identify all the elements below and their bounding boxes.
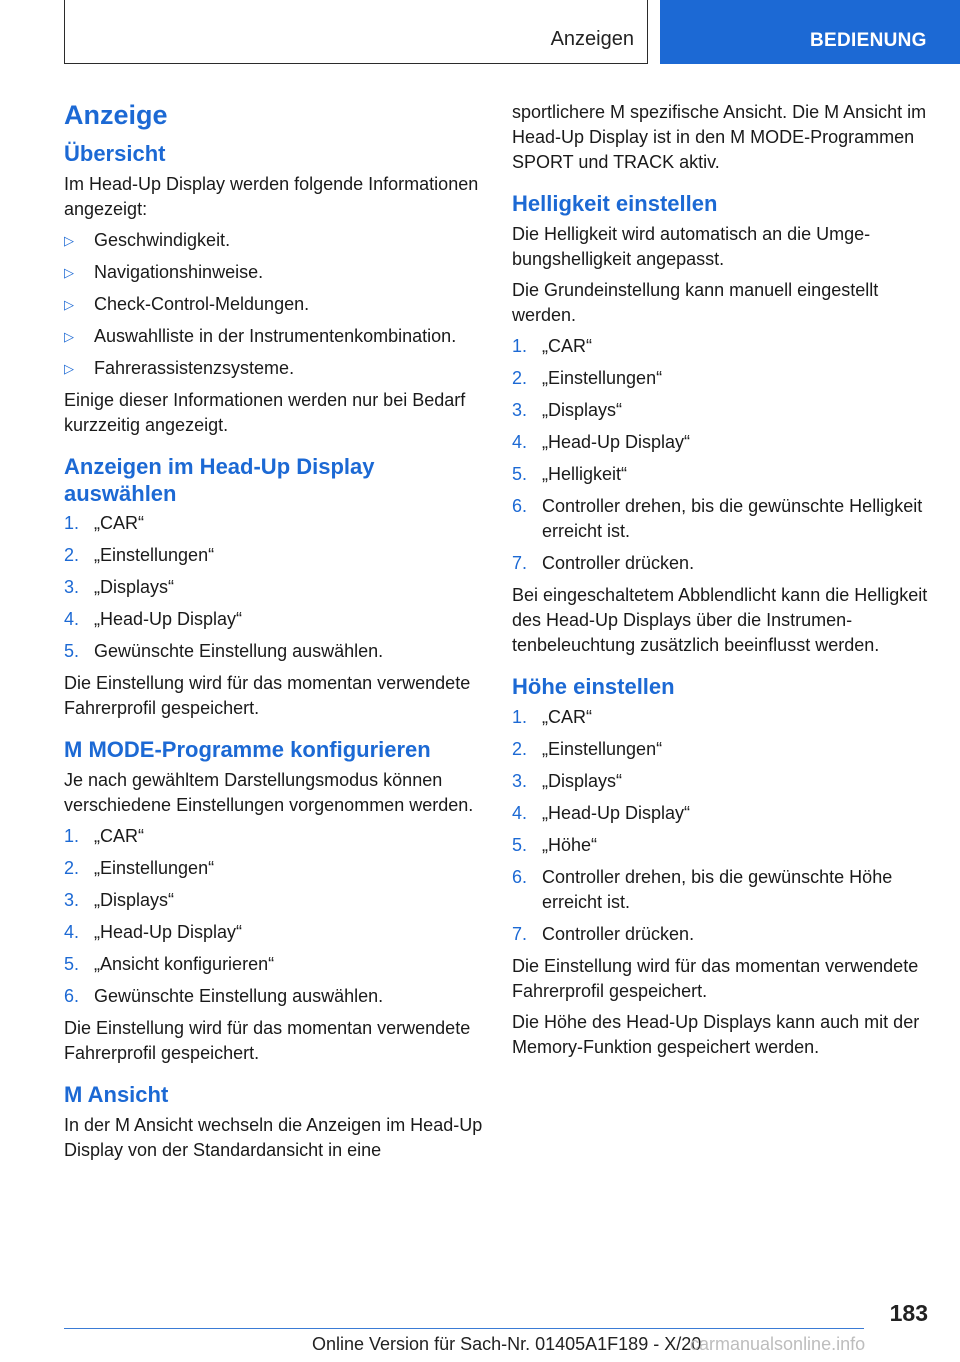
list-item: 3. „Displays“ [512,398,942,423]
bullet-list [64,228,484,381]
list-item: 2. „Einstellungen“ [64,856,484,881]
step-number: 3. [64,577,80,598]
paragraph: Einige dieser Informationen werden nur bei Bedarf kurzzeitig angezeigt. [64,389,466,435]
step-list [64,824,484,1009]
list-item: ▷ Navigationshinweise. [64,260,484,285]
step-number: 1. [512,706,528,727]
paragraph: Die Einstellung wird für das momentan verwendete Fahrerprofil gespeichert. [512,955,919,1001]
list-item: 7. Controller drücken. [512,922,942,947]
step-list [512,334,942,576]
list-item: 7. Controller drücken. [512,551,942,576]
section-heading-m-ansicht: M Ansicht [64,1082,169,1108]
step-number: 2. [64,858,80,879]
step-number: 5. [512,834,528,855]
step-number: 4. [512,802,528,823]
watermark: carmanualsonline.info [690,1334,866,1354]
footer-version-text: Online Version für Sach-Nr. 01405A1F189 - X/20 [312,1334,702,1354]
list-item: 4. „Head-Up Display“ [512,430,942,455]
list-item: 5. Gewünschte Einstellung auswählen. [64,639,484,664]
step-number: 3. [512,399,528,420]
list-item: ▷ Fahrerassistenzsysteme. [64,356,484,381]
list-item: 2. „Einstellungen“ [64,543,484,568]
right-column [512,100,942,1066]
list-item: 6. Controller drehen, bis die gewünschte Helligkeit erreicht ist. [512,495,923,541]
step-list [64,511,484,664]
list-item: 1. „CAR“ [64,824,484,849]
step-number: 4. [512,431,528,452]
list-item: 4. „Head-Up Display“ [64,607,484,632]
triangle-bullet-icon: ▷ [64,360,74,376]
triangle-bullet-icon: ▷ [64,328,74,344]
step-number: 4. [64,922,80,943]
page-number: 183 [889,1300,928,1326]
step-number: 4. [64,609,80,630]
list-item: ▷ Geschwindigkeit. [64,228,484,253]
step-number: 6. [64,986,80,1007]
step-number: 7. [512,552,528,573]
step-number: 2. [512,738,528,759]
list-item: 3. „Displays“ [64,888,484,913]
step-number: 2. [64,545,80,566]
list-item: 1. „CAR“ [512,334,942,359]
paragraph: Die Einstellung wird für das momentan verwendete Fahrerprofil gespeichert. [64,673,471,719]
footer-divider [64,1328,864,1329]
section-heading-helligkeit: Helligkeit einstellen [512,191,718,216]
section-heading-m-mode: M MODE-Programme konfigurieren [64,737,431,763]
step-number: 1. [512,335,528,356]
step-number: 5. [64,641,80,662]
paragraph: Im Head-Up Display werden folgende Informationen angezeigt: [64,173,479,219]
list-item: 5. „Ansicht konfigurieren“ [64,952,484,977]
triangle-bullet-icon: ▷ [64,296,74,312]
step-number: 7. [512,923,528,944]
step-number: 3. [64,890,80,911]
list-item: 3. „Displays“ [64,575,484,600]
step-number: 1. [64,826,80,847]
paragraph: Bei eingeschaltetem Abblendlicht kann die Helligkeit des Head-Up Displays über die Instrumentenbeleuchtung zusätzlich beeinflusst werden. [512,584,928,655]
header-section-label: Anzeigen [550,28,634,50]
header-chapter-tab: BEDIENUNG [660,0,960,64]
section-heading-hoehe: Höhe einstellen [512,673,675,699]
list-item: ▷ Auswahlliste in der Instrumentenkombination. [64,324,484,349]
triangle-bullet-icon: ▷ [64,264,74,280]
step-list [512,705,942,947]
paragraph: Die Grundeinstellung kann manuell eingestellt werden. [512,279,879,325]
list-item: 4. „Head-Up Display“ [64,920,484,945]
step-number: 2. [512,367,528,388]
step-number: 6. [512,866,528,887]
page-title: Anzeige [64,100,168,130]
section-heading-uebersicht: Übersicht [64,141,166,166]
step-number: 6. [512,495,528,516]
list-item: 6. Gewünschte Einstellung auswählen. [64,984,484,1009]
list-item: 6. Controller drehen, bis die gewünschte Höhe erreicht ist. [512,866,893,912]
section-heading-anzeigen-auswaehlen: Anzeigen im Head-Up Display auswählen [64,453,375,506]
triangle-bullet-icon: ▷ [64,232,74,248]
step-number: 5. [512,463,528,484]
list-item: 2. „Einstellungen“ [512,737,942,762]
paragraph: Je nach gewähltem Darstellungsmodus können verschiedene Einstellungen vorgenommen werden. [64,770,474,816]
list-item: 3. „Displays“ [512,769,942,794]
list-item: 2. „Einstellungen“ [512,366,942,391]
paragraph: In der M Ansicht wechseln die Anzeigen im Head-Up Display von der Standardansicht in eine [64,1115,483,1161]
step-number: 1. [64,513,80,534]
step-number: 3. [512,770,528,791]
list-item: 5. „Höhe“ [512,833,942,858]
paragraph: Die Helligkeit wird automatisch an die Umgebungshelligkeit angepasst. [512,223,871,269]
list-item: 5. „Helligkeit“ [512,462,942,487]
paragraph: Die Höhe des Head-Up Displays kann auch mit der Memory-Funktion gespeichert werden. [512,1011,920,1057]
list-item: ▷ Check-Control-Meldungen. [64,292,484,317]
step-number: 5. [64,954,80,975]
paragraph: sportlichere M spezifische Ansicht. Die M Ansicht im Head-Up Display ist in den M MODE-Programmen SPORT und TRACK aktiv. [512,102,927,172]
left-column [64,100,484,1169]
list-item: 1. „CAR“ [64,511,484,536]
list-item: 1. „CAR“ [512,705,942,730]
paragraph: Die Einstellung wird für das momentan verwendete Fahrerprofil gespeichert. [64,1018,471,1064]
list-item: 4. „Head-Up Display“ [512,801,942,826]
